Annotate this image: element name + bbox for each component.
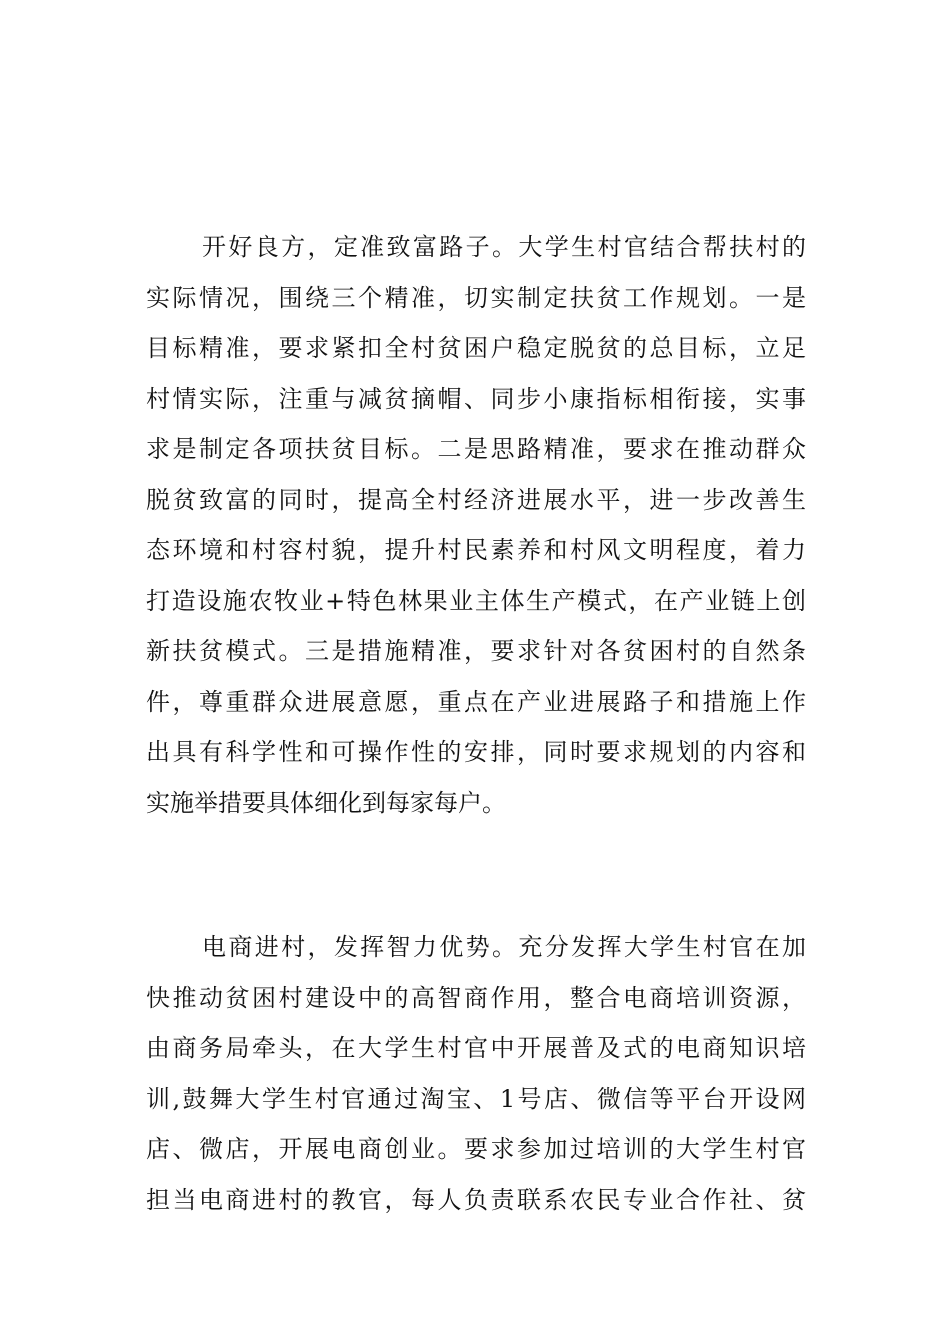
paragraph-planning: [146, 222, 806, 828]
text-line: 快推动贫困村建设中的高智商作用，整合电商培训资源，: [146, 983, 806, 1012]
text-line: 脱贫致富的同时，提高全村经济进展水平，进一步改善生: [146, 485, 806, 514]
text-line: 由商务局牵头，在大学生村官中开展普及式的电商知识培: [146, 1034, 806, 1062]
text-line: 件，尊重群众进展意愿，重点在产业进展路子和措施上作: [146, 687, 806, 716]
text-line: 担当电商进村的教官，每人负责联系农民专业合作社、贫: [146, 1185, 806, 1214]
text-line: 训,鼓舞大学生村官通过淘宝、1号店、微信等平台开设网: [146, 1084, 806, 1113]
text-line: 求是制定各项扶贫目标。二是思路精准，要求在推动群众: [146, 435, 806, 463]
text-line: 打造设施农牧业+特色林果业主体生产模式，在产业链上创: [146, 586, 806, 615]
text-line: 开好良方，定准致富路子。大学生村官结合帮扶村的: [202, 233, 806, 261]
text-line: 实际情况，围绕三个精准，切实制定扶贫工作规划。一是: [146, 283, 806, 312]
text-line: 电商进村，发挥智力优势。充分发挥大学生村官在加: [202, 933, 806, 961]
text-line: 目标精准，要求紧扣全村贫困户稳定脱贫的总目标，立足: [146, 334, 806, 362]
text-line: 村情实际，注重与减贫摘帽、同步小康指标相衔接，实事: [146, 384, 806, 413]
text-line: 出具有科学性和可操作性的安排，同时要求规划的内容和: [146, 738, 806, 766]
paragraph-ecommerce: [146, 922, 806, 1225]
text-line: 态环境和村容村貌，提升村民素养和村风文明程度，着力: [146, 536, 806, 564]
text-line: 店、微店，开展电商创业。要求参加过培训的大学生村官: [146, 1135, 806, 1163]
text-line: 实施举措要具体细化到每家每户。: [146, 788, 506, 817]
text-line: 新扶贫模式。三是措施精准，要求针对各贫困村的自然条: [146, 637, 806, 665]
